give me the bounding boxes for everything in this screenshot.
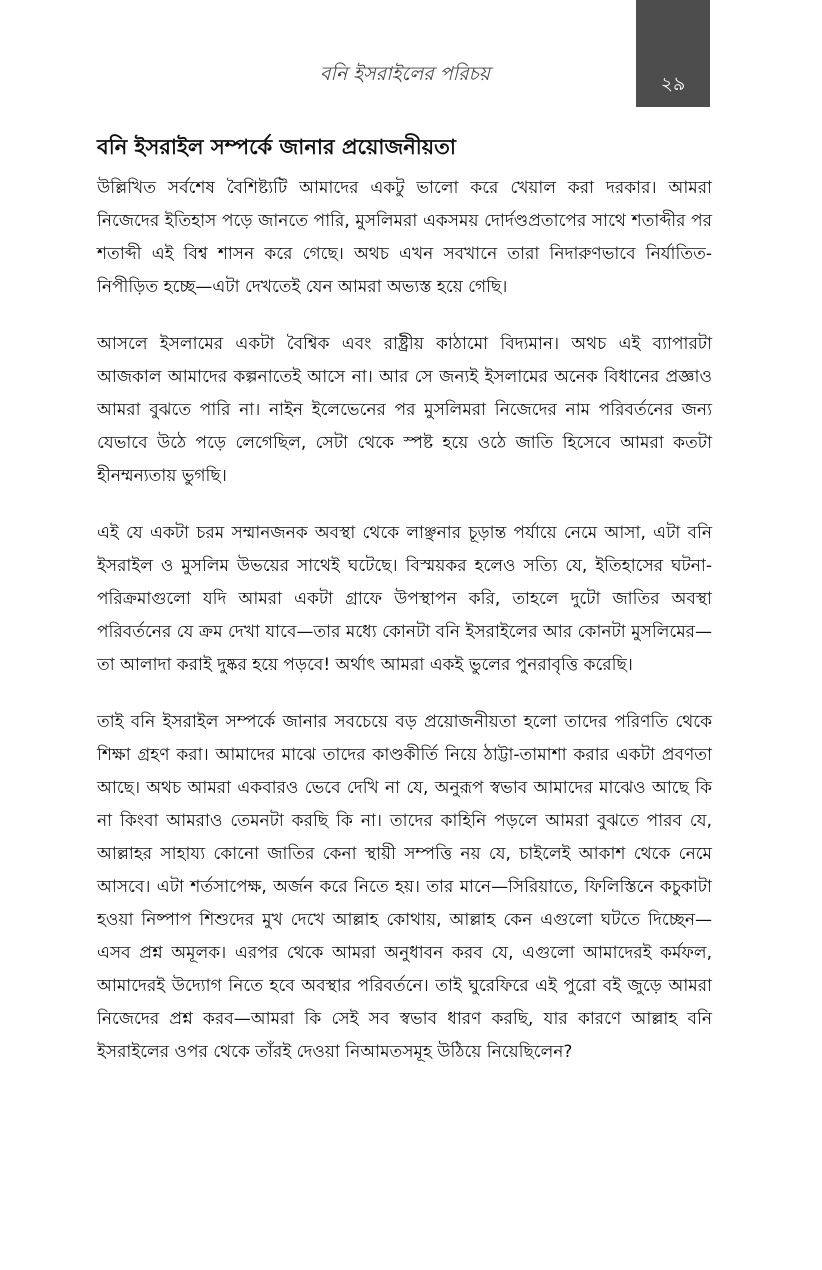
paragraph-3: এই যে একটা চরম সম্মানজনক অবস্থা থেকে লাঞ্ছনার চূড়ান্ত পর্যায়ে নেমে আসা, এটা বনি ইসরাইল ও মুসলিম উভয়ের সাথেই ঘটেছে। বিস্ময়কর হলেও সত্যি যে, ইতিহাসের ঘটনা-পরিক্রমাগুলো যদি আমরা একটা গ্রাফে উপস্থাপন করি, তাহলে দুটো জাতির অবস্থা পরিবর্তনের যে ক্রম দেখা যাবে—তার মধ্যে কোনটা বনি ইসরাইলের আর কোনটা মুসলিমের—তা আলাদা করাই দুষ্কর হয়ে পড়বে! অর্থাৎ আমরা একই ভুলের পুনরাবৃত্তি করেছি। [97,523,712,675]
paragraph-4: তাই বনি ইসরাইল সম্পর্কে জানার সবচেয়ে বড় প্রয়োজনীয়তা হলো তাদের পরিণতি থেকে শিক্ষা গ্রহণ করা। আমাদের মাঝে তাদের কাণ্ডকীর্তি নিয়ে ঠাট্টা-তামাশা করার একটা প্রবণতা আছে। অথচ আমরা একবারও ভেবে দেখি না যে, অনুরূপ স্বভাব আমাদের মাঝেও আছে কি না কিংবা আমরাও তেমনটা করছি কি না। তাদের কাহিনি পড়লে আমরা বুঝতে পারব যে, আল্লাহর সাহায্য কোনো জাতির কেনা স্থায়ী সম্পত্তি নয় যে, চাইলেই আকাশ থেকে নেমে আসবে। এটা শর্তসাপেক্ষ, অর্জন করে নিতে হয়। তার মানে—সিরিয়াতে, ফিলিস্তিনে কচুকাটা হওয়া নিষ্পাপ শিশুদের মুখ দেখে আল্লাহ কোথায়, আল্লাহ কেন এগুলো ঘটতে দিচ্ছেন—এসব প্রশ্ন অমূলক। এরপর থেকে আমরা অনুধাবন করব যে, এগুলো আমাদেরই কর্মফল, আমাদেরই উদ্যোগ নিতে হবে অবস্থার পরিবর্তনে। তাই ঘুরেফিরে এই পুরো বই জুড়ে আমরা নিজেদের প্রশ্ন করব—আমরা কি সেই সব স্বভাব ধারণ করছি, যার কারণে আল্লাহ বনি ইসরাইলের ওপর থেকে তাঁরই দেওয়া নিআমতসমূহ উঠিয়ে নিয়েছিলেন? [97,712,712,1062]
paragraph-1: উল্লিখিত সর্বশেষ বৈশিষ্ট্যটি আমাদের একটু ভালো করে খেয়াল করা দরকার। আমরা নিজেদের ইতিহাস পড়ে জানতে পারি, মুসলিমরা একসময় দোর্দণ্ডপ্রতাপের সাথে শতাব্দীর পর শতাব্দী এই বিশ্ব শাসন করে গেছে। অথচ এখন সবখানে তারা নিদারুণভাবে নির্যাতিত-নিপীড়িত হচ্ছে—এটা দেখতেই যেন আমরা অভ্যস্ত হয়ে গেছি। [97,178,712,297]
page-number: ২৯ [660,73,686,95]
section-title: বনি ইসরাইল সম্পর্কে জানার প্রয়োজনীয়তা [97,135,456,159]
paragraph-2: আসলে ইসলামের একটা বৈশ্বিক এবং রাষ্ট্রীয় কাঠামো বিদ্যমান। অথচ এই ব্যাপারটা আজকাল আমাদের কল্পনাতেই আসে না। আর সে জন্যই ইসলামের অনেক বিধানের প্রজ্ঞাও আমরা বুঝতে পারি না। নাইন ইলেভেনের পর মুসলিমরা নিজেদের নাম পরিবর্তনের জন্য যেভাবে উঠে পড়ে লেগেছিল, সেটা থেকে স্পষ্ট হয়ে ওঠে জাতি হিসেবে আমরা কতটা হীনম্মন্যতায় ভুগছি। [97,334,712,486]
page-number-tab [636,0,710,107]
running-header: বনি ইসরাইলের পরিচয় [319,63,490,85]
page-content [97,128,712,1093]
